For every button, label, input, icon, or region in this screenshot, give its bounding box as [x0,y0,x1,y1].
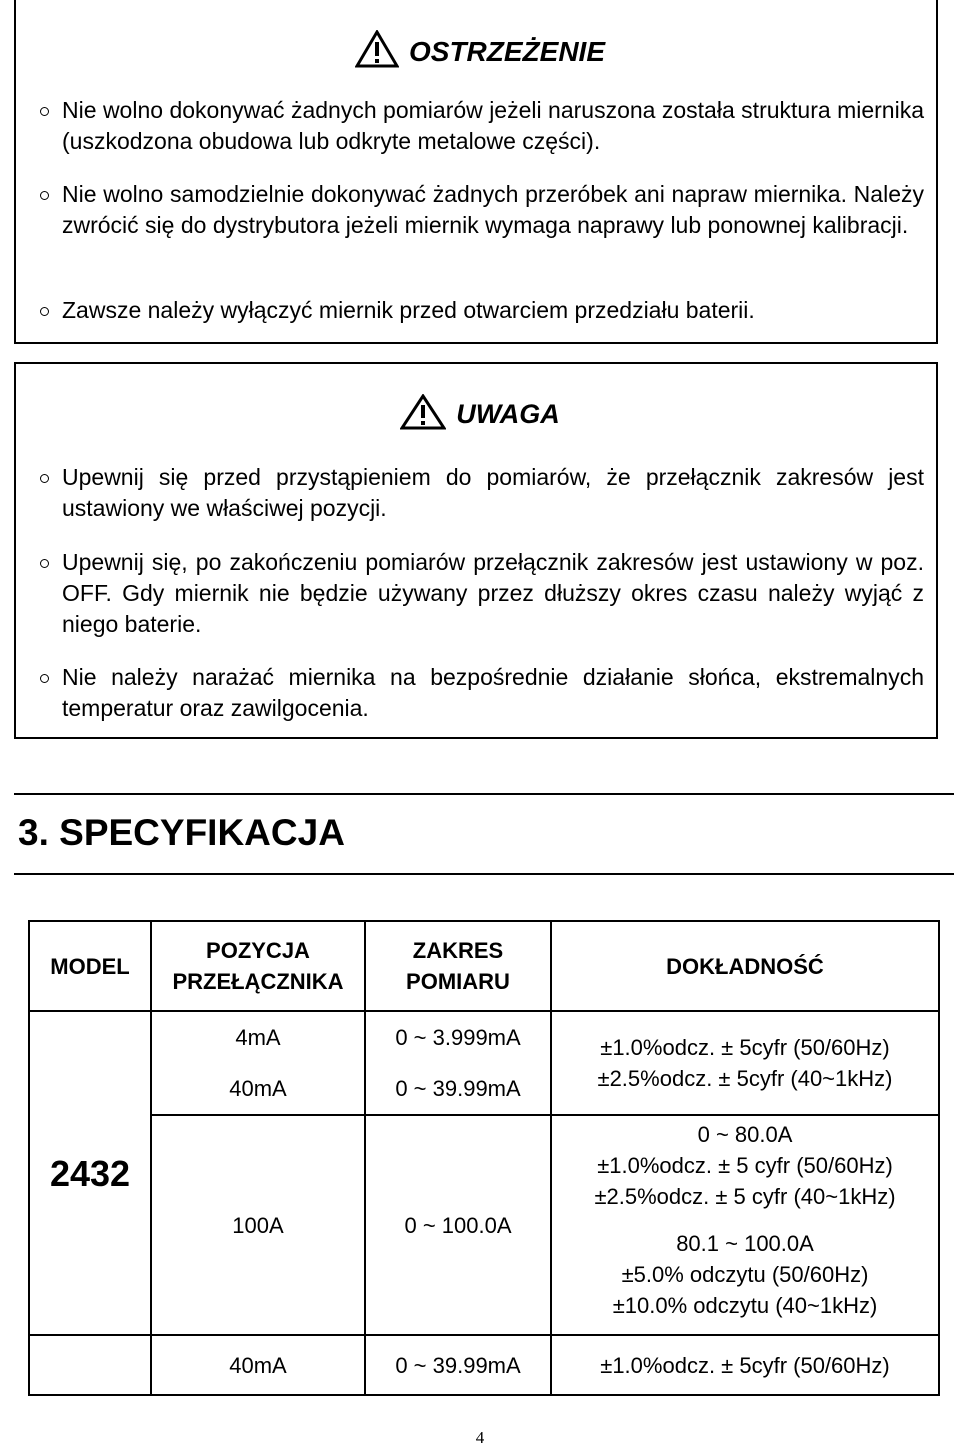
accuracy-cell [551,1115,939,1215]
range-cell: 0 ~ 39.99mA [365,1335,551,1395]
accuracy-line: 80.1 ~ 100.0A [676,1231,814,1256]
position-cell: 4mA [151,1011,365,1063]
accuracy-line: ±2.5%odcz. ± 5 cyfr (40~1kHz) [594,1184,896,1209]
warning-bullet: Nie wolno samodzielnie dokonywać żadnych przeróbek ani napraw miernika. Należy zwrócić się do dystrybutora jeżeli miernik wymaga naprawy lub ponownej kalibracji. [62,179,924,241]
warning-title: OSTRZEŻENIE [408,36,605,67]
accuracy-line: ±10.0% odczytu (40~1kHz) [612,1293,878,1318]
accuracy-line: ±1.0%odcz. ± 5cyfr (50/60Hz) [600,1035,890,1060]
position-cell: 40mA [151,1063,365,1115]
header-model: MODEL [29,921,151,1011]
accuracy-cell: ±1.0%odcz. ± 5cyfr (50/60Hz) [551,1335,939,1395]
range-cell: 0 ~ 39.99mA [365,1063,551,1115]
caution-bullet: Upewnij się przed przystąpieniem do pomiarów, że przełącznik zakresów jest ustawiony we właściwej pozycji. [62,462,924,524]
warning-triangle-icon [355,30,399,68]
accuracy-line: ±2.5%odcz. ± 5cyfr (40~1kHz) [597,1066,893,1091]
caution-heading [0,394,960,430]
section-rule-bottom [14,873,954,875]
table-row [29,1115,939,1215]
table-header-row [29,921,939,1011]
position-cell: 100A [151,1115,365,1335]
header-position: POZYCJA PRZEŁĄCZNIKA [151,921,365,1011]
accuracy-line: ±5.0% odczytu (50/60Hz) [621,1262,869,1287]
warning-bullet: Zawsze należy wyłączyć miernik przed otwarciem przedziału baterii. [62,295,924,326]
caution-title: UWAGA [456,399,560,429]
spec-table [28,920,940,1396]
position-cell: 40mA [151,1335,365,1395]
caution-bullet: Nie należy narażać miernika na bezpośrednie działanie słońca, ekstremalnych temperatur oraz zawilgocenia. [62,662,924,724]
accuracy-line: 0 ~ 80.0A [697,1122,793,1147]
warning-triangle-icon [400,394,446,430]
accuracy-line: ±1.0%odcz. ± 5 cyfr (50/60Hz) [597,1153,893,1178]
section-rule-top [14,793,954,795]
page-number: 4 [475,1428,485,1447]
header-accuracy: DOKŁADNOŚĆ [551,921,939,1011]
warning-heading [0,30,960,68]
table-row [29,1011,939,1063]
section-title: 3. SPECYFIKACJA [18,812,345,853]
accuracy-cell [551,1215,939,1335]
range-cell: 0 ~ 100.0A [365,1115,551,1335]
accuracy-cell [551,1011,939,1115]
model-cell-continued [29,1335,151,1395]
table-row [29,1335,939,1395]
caution-bullet: Upewnij się, po zakończeniu pomiarów przełącznik zakresów jest ustawiony w poz. OFF. Gdy miernik nie będzie używany przez dłuższy okres czasu należy wyjąć z niego baterie. [62,547,924,640]
range-cell: 0 ~ 3.999mA [365,1011,551,1063]
model-cell: 2432 [29,1011,151,1335]
header-range: ZAKRES POMIARU [365,921,551,1011]
warning-bullet: Nie wolno dokonywać żadnych pomiarów jeżeli naruszona została struktura miernika (uszkodzona obudowa lub odkryte metalowe części). [62,95,924,157]
